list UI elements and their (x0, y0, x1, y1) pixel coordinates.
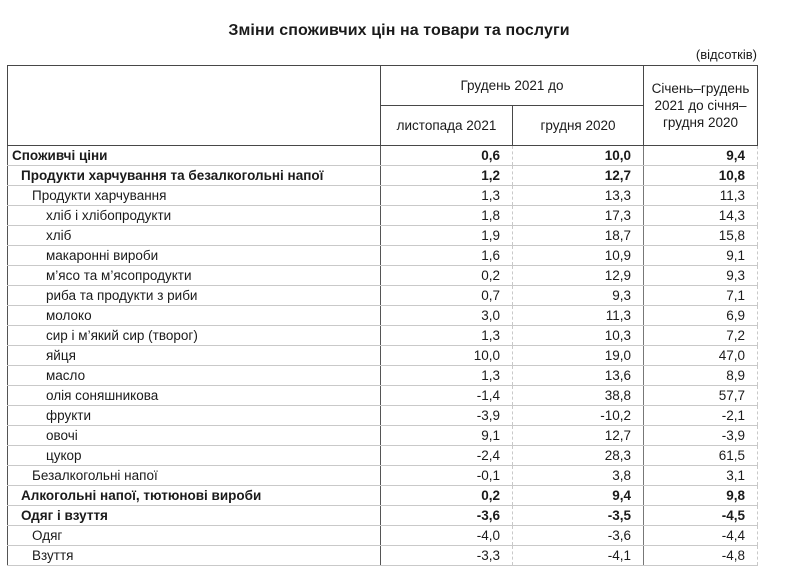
row-value: 12,7 (513, 166, 644, 186)
row-value: 10,0 (381, 346, 513, 366)
row-label: масло (8, 366, 381, 386)
table-row (8, 286, 758, 306)
table-row (8, 446, 758, 466)
row-value: 1,2 (381, 166, 513, 186)
header-group-december-2021: Грудень 2021 до (381, 66, 644, 106)
row-value: 3,1 (644, 466, 758, 486)
row-label: олія соняшникова (8, 386, 381, 406)
row-value: 7,2 (644, 326, 758, 346)
table-row (8, 506, 758, 526)
row-value: 0,2 (381, 486, 513, 506)
row-label: Безалкогольні напої (8, 466, 381, 486)
row-label: Продукти харчування та безалкогольні напої (8, 166, 381, 186)
row-value: 13,3 (513, 186, 644, 206)
row-label: сир і м’який сир (творог) (8, 326, 381, 346)
row-value: 57,7 (644, 386, 758, 406)
table-row (8, 526, 758, 546)
row-label: Алкогольні напої, тютюнові вироби (8, 486, 381, 506)
row-value: 0,6 (381, 146, 513, 166)
page-title: Зміни споживчих цін на товари та послуги (228, 22, 570, 39)
row-value: 14,3 (644, 206, 758, 226)
row-value: -3,6 (513, 526, 644, 546)
row-value: 3,8 (513, 466, 644, 486)
row-value: -0,1 (381, 466, 513, 486)
table-row (8, 306, 758, 326)
row-value: 0,2 (381, 266, 513, 286)
row-value: 17,3 (513, 206, 644, 226)
row-value: -10,2 (513, 406, 644, 426)
row-label: фрукти (8, 406, 381, 426)
row-value: 1,9 (381, 226, 513, 246)
row-value: 15,8 (644, 226, 758, 246)
row-value: -1,4 (381, 386, 513, 406)
row-value: 38,8 (513, 386, 644, 406)
row-label: Взуття (8, 546, 381, 566)
row-value: 10,3 (513, 326, 644, 346)
row-value: 1,8 (381, 206, 513, 226)
header-empty-cell (8, 66, 381, 146)
row-value: -3,6 (381, 506, 513, 526)
row-value: 9,8 (644, 486, 758, 506)
table-body (8, 146, 758, 566)
table-row (8, 206, 758, 226)
row-label: хліб і хлібопродукти (8, 206, 381, 226)
table-row (8, 546, 758, 566)
row-label: Одяг (8, 526, 381, 546)
table-row (8, 186, 758, 206)
row-label: м’ясо та м’ясопродукти (8, 266, 381, 286)
row-label: риба та продукти з риби (8, 286, 381, 306)
row-value: 18,7 (513, 226, 644, 246)
row-value: 8,9 (644, 366, 758, 386)
row-value: 12,7 (513, 426, 644, 446)
row-label: Споживчі ціни (8, 146, 381, 166)
table-row (8, 346, 758, 366)
row-value: 61,5 (644, 446, 758, 466)
row-value: 9,1 (644, 246, 758, 266)
table-row (8, 246, 758, 266)
row-label: макаронні вироби (8, 246, 381, 266)
row-value: 9,1 (381, 426, 513, 446)
row-value: 9,3 (513, 286, 644, 306)
row-value: -4,0 (381, 526, 513, 546)
header-sub-december-2020: грудня 2020 (513, 106, 644, 146)
row-value: 1,3 (381, 326, 513, 346)
row-value: -3,3 (381, 546, 513, 566)
consumer-prices-table (7, 65, 758, 566)
table-row (8, 466, 758, 486)
row-value: -4,5 (644, 506, 758, 526)
table-row (8, 426, 758, 446)
header-sub-november-2021: листопада 2021 (381, 106, 513, 146)
row-value: 1,3 (381, 366, 513, 386)
header-annual-period: Січень–грудень 2021 до січня–грудня 2020 (644, 66, 758, 146)
table-row (8, 226, 758, 246)
row-value: -4,1 (513, 546, 644, 566)
row-value: 10,0 (513, 146, 644, 166)
table-row (8, 266, 758, 286)
row-value: -2,1 (644, 406, 758, 426)
row-label: молоко (8, 306, 381, 326)
row-label: Одяг і взуття (8, 506, 381, 526)
row-value: 9,3 (644, 266, 758, 286)
row-label: хліб (8, 226, 381, 246)
row-value: -4,8 (644, 546, 758, 566)
row-value: 11,3 (513, 306, 644, 326)
unit-note: (відсотків) (695, 47, 757, 62)
table-row (8, 386, 758, 406)
row-value: 12,9 (513, 266, 644, 286)
row-value: 9,4 (644, 146, 758, 166)
row-label: яйця (8, 346, 381, 366)
table-row (8, 166, 758, 186)
row-value: -3,5 (513, 506, 644, 526)
row-value: 10,9 (513, 246, 644, 266)
table-row (8, 406, 758, 426)
row-value: -2,4 (381, 446, 513, 466)
row-value: 47,0 (644, 346, 758, 366)
row-value: 9,4 (513, 486, 644, 506)
row-value: 0,7 (381, 286, 513, 306)
table-row (8, 326, 758, 346)
row-value: 3,0 (381, 306, 513, 326)
row-value: 1,6 (381, 246, 513, 266)
row-value: -4,4 (644, 526, 758, 546)
row-value: 6,9 (644, 306, 758, 326)
row-value: -3,9 (381, 406, 513, 426)
table-header (8, 66, 758, 146)
row-label: овочі (8, 426, 381, 446)
row-value: 28,3 (513, 446, 644, 466)
row-value: 19,0 (513, 346, 644, 366)
table-row (8, 486, 758, 506)
row-label: цукор (8, 446, 381, 466)
row-value: -3,9 (644, 426, 758, 446)
table-row (8, 146, 758, 166)
row-value: 1,3 (381, 186, 513, 206)
row-label: Продукти харчування (8, 186, 381, 206)
table-row (8, 366, 758, 386)
row-value: 10,8 (644, 166, 758, 186)
row-value: 11,3 (644, 186, 758, 206)
row-value: 7,1 (644, 286, 758, 306)
row-value: 13,6 (513, 366, 644, 386)
